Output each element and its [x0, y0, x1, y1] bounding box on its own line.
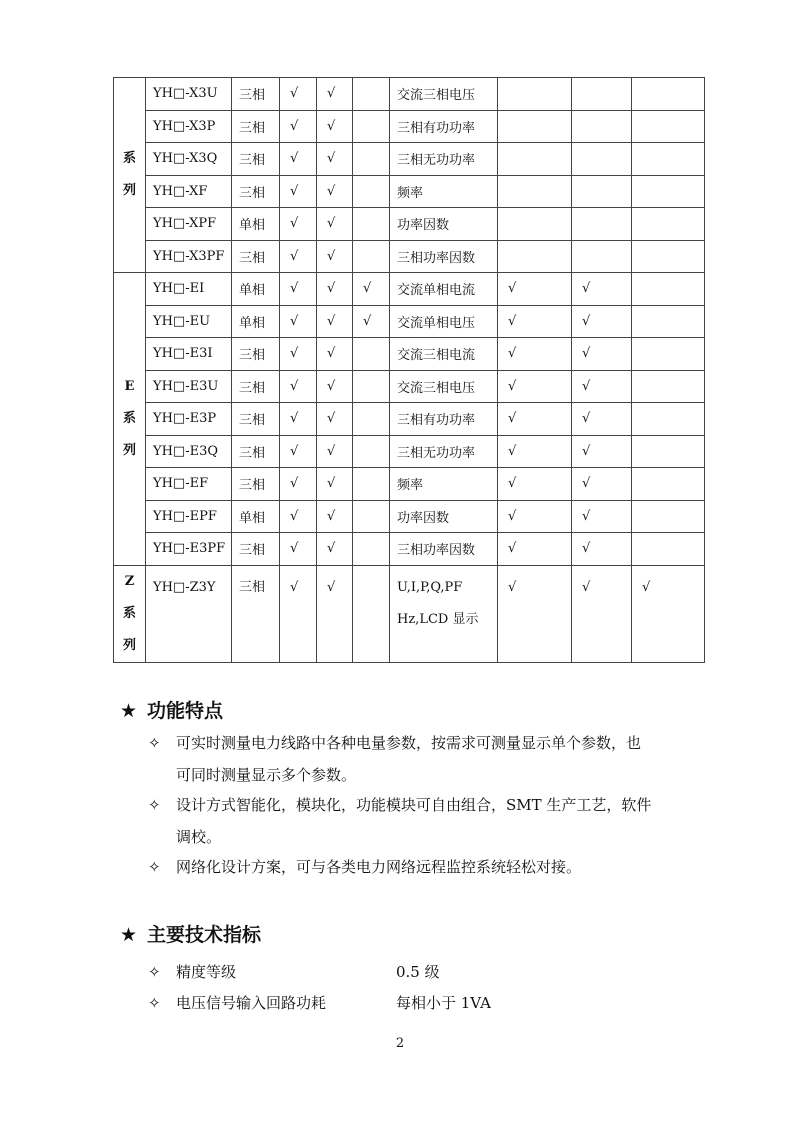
check-cell: √: [280, 273, 317, 306]
table-row: [114, 143, 705, 176]
cell-text: √: [642, 579, 651, 595]
check-cell: √: [572, 468, 632, 501]
check-cell: √: [572, 273, 632, 306]
check-cell: √: [317, 305, 353, 338]
check-cell: √: [498, 500, 572, 533]
function-cell: 三相功率因数: [390, 533, 498, 566]
check-cell: [498, 208, 572, 241]
bullet-diamond-icon: ✧: [148, 796, 161, 814]
bullet-diamond-icon: ✧: [148, 963, 161, 981]
check-cell: [632, 500, 705, 533]
table-row: [114, 403, 705, 436]
page-number: 2: [395, 1036, 405, 1051]
star-icon: ★: [120, 924, 138, 946]
series-label: [114, 273, 146, 566]
check-cell: √: [498, 370, 572, 403]
series-label-char: E: [124, 378, 135, 394]
check-cell: [353, 208, 390, 241]
phase-cell: [232, 565, 280, 662]
function-cell: 交流单相电压: [390, 305, 498, 338]
check-cell: [572, 110, 632, 143]
specs-heading: [120, 920, 261, 947]
check-cell: √: [353, 273, 390, 306]
check-cell: [353, 240, 390, 273]
feature-text: 可实时测量电力线路中各种电量参数，按需求可测量显示单个参数，也: [176, 734, 642, 752]
model-cell: YH□-XF: [146, 175, 232, 208]
check-cell: [632, 533, 705, 566]
phase-cell: 单相: [232, 500, 280, 533]
check-cell: √: [317, 273, 353, 306]
check-cell: √: [280, 110, 317, 143]
check-cell: √: [280, 370, 317, 403]
model-cell: YH□-X3P: [146, 110, 232, 143]
cell-text: √: [582, 579, 591, 595]
check-cell: √: [498, 468, 572, 501]
check-cell: √: [280, 305, 317, 338]
function-cell: 三相有功功率: [390, 110, 498, 143]
spec-name: 精度等级: [176, 963, 237, 981]
check-cell: [498, 143, 572, 176]
check-cell: √: [280, 143, 317, 176]
function-cell: 频率: [390, 468, 498, 501]
check-cell: [632, 370, 705, 403]
check-cell: [353, 403, 390, 436]
table-row: [114, 78, 705, 111]
feature-text: 设计方式智能化，模块化，功能模块可自由组合，SMT 生产工艺，软件: [176, 796, 652, 814]
check-cell: [572, 208, 632, 241]
check-cell: [353, 110, 390, 143]
phase-cell: 三相: [232, 240, 280, 273]
series-label-char: 系: [122, 410, 136, 426]
check-cell: √: [317, 240, 353, 273]
check-cell: √: [317, 338, 353, 371]
check-cell: [572, 565, 632, 662]
series-label-char: 列: [122, 637, 136, 653]
check-cell: √: [498, 305, 572, 338]
check-cell: √: [572, 500, 632, 533]
features-heading: [120, 696, 223, 723]
function-cell: 三相无功功率: [390, 143, 498, 176]
product-table: [113, 77, 705, 663]
check-cell: √: [317, 500, 353, 533]
check-cell: [572, 175, 632, 208]
check-cell: √: [498, 338, 572, 371]
phase-cell: 三相: [232, 468, 280, 501]
feature-item: [148, 727, 708, 791]
check-cell: √: [280, 435, 317, 468]
function-cell: 交流三相电压: [390, 370, 498, 403]
check-cell: [353, 565, 390, 662]
series-label-char: 系: [122, 605, 136, 621]
check-cell: [353, 143, 390, 176]
phase-cell: 三相: [232, 370, 280, 403]
check-cell: [353, 435, 390, 468]
check-cell: [632, 175, 705, 208]
series-label: [114, 78, 146, 273]
model-cell: YH□-E3Q: [146, 435, 232, 468]
check-cell: [498, 565, 572, 662]
check-cell: [317, 565, 353, 662]
check-cell: [353, 370, 390, 403]
phase-cell: 三相: [232, 143, 280, 176]
check-cell: √: [572, 533, 632, 566]
check-cell: [632, 240, 705, 273]
check-cell: √: [317, 468, 353, 501]
star-icon: ★: [120, 700, 138, 722]
check-cell: √: [317, 533, 353, 566]
check-cell: √: [317, 78, 353, 111]
table-row: [114, 435, 705, 468]
check-cell: √: [280, 208, 317, 241]
check-cell: [632, 565, 705, 662]
spec-value: 每相小于 1VA: [396, 994, 491, 1012]
bullet-diamond-icon: ✧: [148, 734, 161, 752]
check-cell: [498, 240, 572, 273]
function-cell: 功率因数: [390, 500, 498, 533]
check-cell: √: [280, 468, 317, 501]
check-cell: [353, 338, 390, 371]
model-cell: YH□-E3I: [146, 338, 232, 371]
bullet-diamond-icon: ✧: [148, 994, 161, 1012]
phase-cell: 单相: [232, 208, 280, 241]
check-cell: [632, 305, 705, 338]
function-cell: 三相有功功率: [390, 403, 498, 436]
series-label: [114, 565, 146, 662]
check-cell: [498, 110, 572, 143]
check-cell: [632, 273, 705, 306]
check-cell: [353, 533, 390, 566]
check-cell: √: [280, 500, 317, 533]
table-row: [114, 273, 705, 306]
function-cell: 三相功率因数: [390, 240, 498, 273]
cell-text: √: [290, 579, 299, 595]
table-row: [114, 370, 705, 403]
check-cell: [632, 208, 705, 241]
check-cell: [632, 435, 705, 468]
check-cell: [353, 78, 390, 111]
check-cell: [572, 143, 632, 176]
feature-text: 调校。: [176, 828, 222, 846]
check-cell: √: [498, 403, 572, 436]
check-cell: [632, 403, 705, 436]
check-cell: √: [280, 533, 317, 566]
series-label-char: 列: [122, 183, 136, 198]
feature-text: 网络化设计方案，可与各类电力网络远程监控系统轻松对接。: [176, 858, 582, 876]
function-line: U,I,P,Q,PF: [397, 579, 463, 595]
check-cell: √: [280, 78, 317, 111]
model-cell: YH□-E3U: [146, 370, 232, 403]
check-cell: √: [353, 305, 390, 338]
check-cell: [353, 500, 390, 533]
model-cell: YH□-XPF: [146, 208, 232, 241]
phase-cell: 单相: [232, 305, 280, 338]
phase-cell: 三相: [232, 110, 280, 143]
check-cell: [632, 110, 705, 143]
spec-value: 0.5 级: [396, 963, 440, 981]
check-cell: √: [572, 403, 632, 436]
spec-name: 电压信号输入回路功耗: [176, 994, 327, 1012]
phase-cell: 三相: [232, 403, 280, 436]
check-cell: [632, 338, 705, 371]
function-cell: 交流单相电流: [390, 273, 498, 306]
table-row: [114, 533, 705, 566]
check-cell: [498, 175, 572, 208]
check-cell: √: [498, 533, 572, 566]
model-cell: YH□-EU: [146, 305, 232, 338]
feature-item: [148, 851, 708, 883]
check-cell: √: [317, 435, 353, 468]
check-cell: √: [317, 208, 353, 241]
phase-cell: 三相: [232, 435, 280, 468]
check-cell: √: [572, 370, 632, 403]
series-label-char: 系: [122, 151, 136, 166]
check-cell: √: [280, 338, 317, 371]
cell-text: √: [508, 579, 517, 595]
bullet-diamond-icon: ✧: [148, 858, 161, 876]
cell-text: YH□-Z3Y: [153, 579, 216, 595]
series-label-char: 列: [122, 442, 136, 458]
model-cell: YH□-X3PF: [146, 240, 232, 273]
check-cell: √: [572, 338, 632, 371]
feature-item: [148, 789, 708, 853]
model-cell: YH□-X3U: [146, 78, 232, 111]
check-cell: [632, 468, 705, 501]
table-row: [114, 175, 705, 208]
model-cell: YH□-EPF: [146, 500, 232, 533]
check-cell: [572, 240, 632, 273]
check-cell: √: [572, 305, 632, 338]
function-cell: 三相无功功率: [390, 435, 498, 468]
check-cell: [572, 78, 632, 111]
table-row: [114, 565, 705, 662]
check-cell: √: [280, 175, 317, 208]
check-cell: √: [280, 403, 317, 436]
table-row: [114, 305, 705, 338]
feature-text: 可同时测量显示多个参数。: [176, 766, 357, 784]
check-cell: √: [280, 240, 317, 273]
function-cell: 频率: [390, 175, 498, 208]
model-cell: YH□-X3Q: [146, 143, 232, 176]
phase-cell: 三相: [232, 338, 280, 371]
model-cell: YH□-EF: [146, 468, 232, 501]
series-label-char: Z: [124, 573, 135, 589]
check-cell: √: [572, 435, 632, 468]
table-row: [114, 240, 705, 273]
function-cell: [390, 565, 498, 662]
check-cell: [353, 175, 390, 208]
phase-cell: 三相: [232, 78, 280, 111]
features-title: 功能特点: [147, 700, 224, 722]
check-cell: √: [317, 143, 353, 176]
function-cell: 交流三相电压: [390, 78, 498, 111]
phase-cell: 三相: [232, 533, 280, 566]
table-row: [114, 468, 705, 501]
specs-title: 主要技术指标: [147, 924, 262, 946]
check-cell: √: [498, 273, 572, 306]
table-row: [114, 208, 705, 241]
check-cell: [353, 468, 390, 501]
function-cell: 功率因数: [390, 208, 498, 241]
function-cell: 交流三相电流: [390, 338, 498, 371]
table-row: [114, 110, 705, 143]
model-cell: YH□-E3PF: [146, 533, 232, 566]
model-cell: [146, 565, 232, 662]
cell-text: √: [327, 579, 336, 595]
phase-cell: 单相: [232, 273, 280, 306]
phase-cell: 三相: [232, 175, 280, 208]
check-cell: [632, 78, 705, 111]
check-cell: [632, 143, 705, 176]
function-line: Hz,LCD 显示: [397, 611, 479, 627]
model-cell: YH□-E3P: [146, 403, 232, 436]
table-row: [114, 338, 705, 371]
check-cell: √: [317, 110, 353, 143]
check-cell: [498, 78, 572, 111]
check-cell: [280, 565, 317, 662]
check-cell: √: [317, 370, 353, 403]
check-cell: √: [317, 403, 353, 436]
check-cell: √: [498, 435, 572, 468]
table-row: [114, 500, 705, 533]
model-cell: YH□-EI: [146, 273, 232, 306]
cell-text: 三相: [239, 579, 266, 595]
check-cell: √: [317, 175, 353, 208]
